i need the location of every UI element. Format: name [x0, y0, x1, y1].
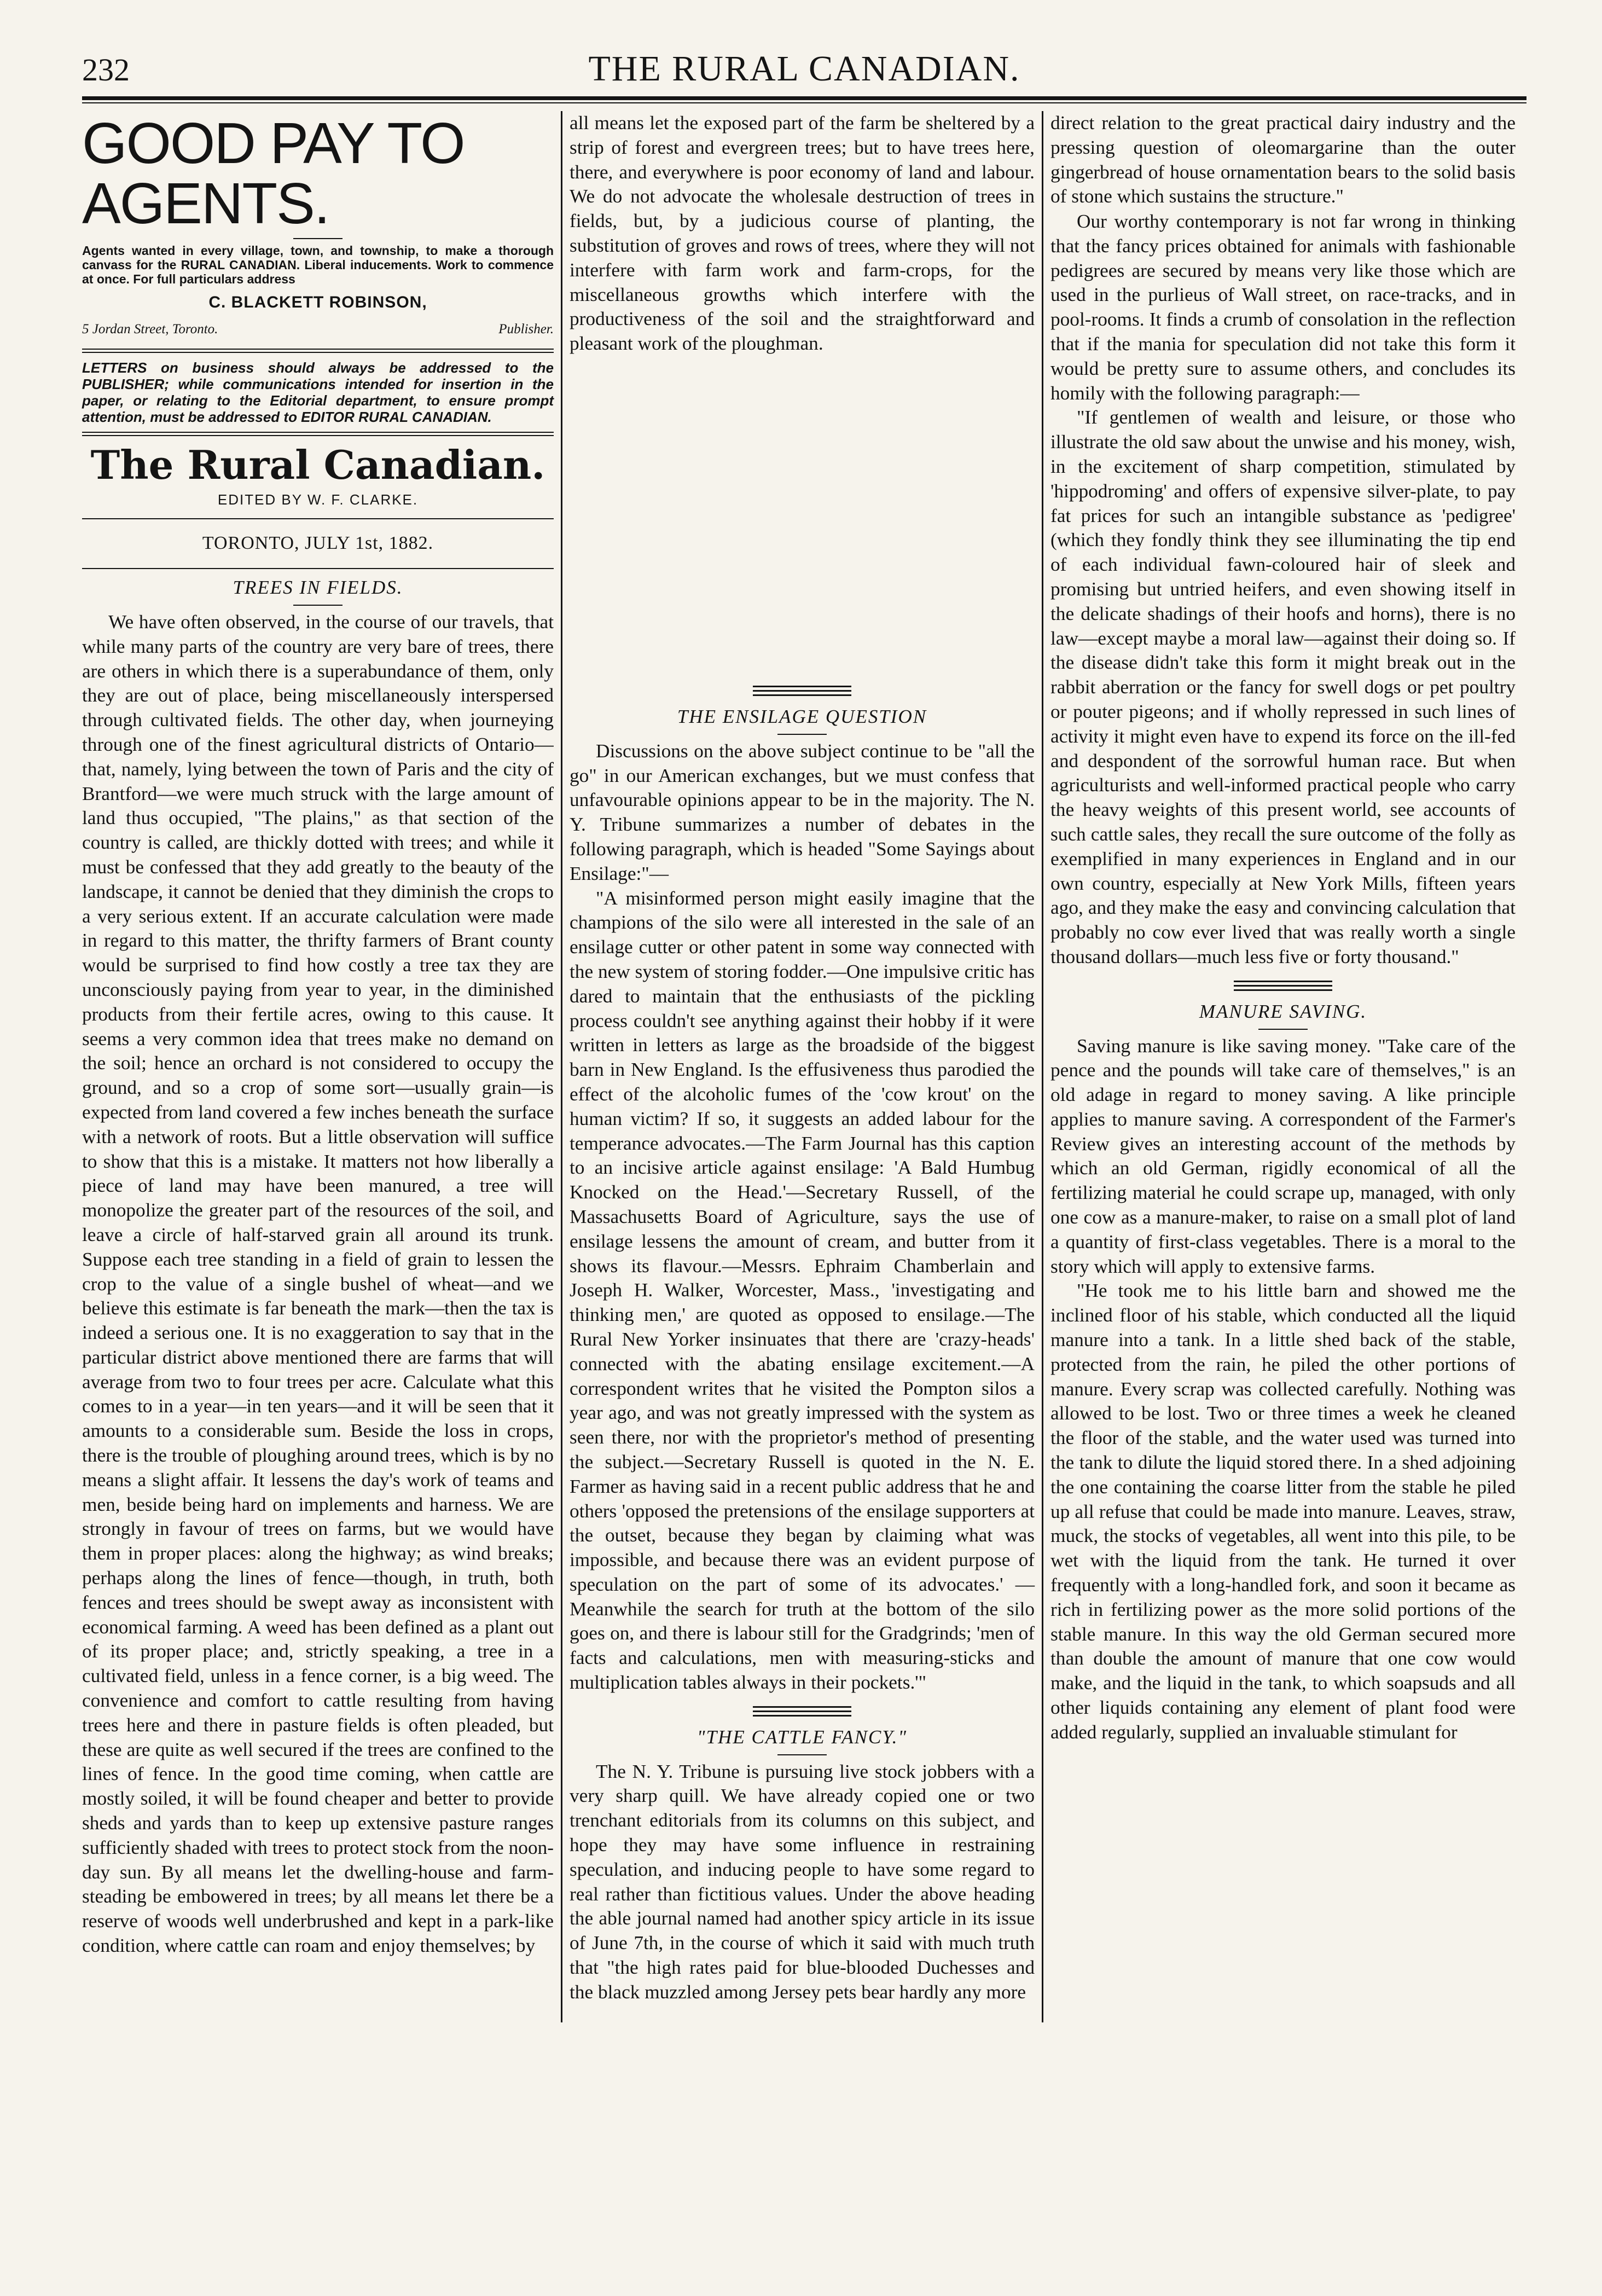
- cattle-paragraph-continued: direct relation to the great practical dairy industry and the pressing question of oleomargarine than the outer gingerbread of house ornamentation bears to the solid basis of stone which sustains the structure.": [1050, 112, 1516, 207]
- ensilage-paragraph-2: "A misinformed person might easily imagine that the champions of the silo were all interested in the sale of an ensilage cutter or other patent in some way connected with the new system of storing fodder.—One impulsive critic has dared to maintain that the enthusiasts of the pickling process couldn't see anything against their hobby if it were written in letters as large as the broadside of the biggest barn in New England. Is the effusiveness thus parodied the effect of the alcoholic fumes of the 'cow krout' on the human victim? If so, it suggests an added labour for the temperance advocates.—The Farm Journal has this caption to an incisive article against ensilage: 'A Bald Humbug Knocked on the Head.'—Secretary Russell, of the Massachusetts Board of Agriculture, says the use of ensilage lessens the amount of cream, and butter from it shows its flavour.—Messrs. Ephraim Chamberlain and Joseph H. Walker, Worcester, Mass., 'investigating and thinking men,' are quoted as opposed to ensilage.—The Rural New Yorker insinuates that there are 'crazy-heads' connected with the abating ensilage excitement.—A correspondent writes that he visited the Pompton silos a year ago, and was not greatly impressed with the system as seen there, nor with the proprietor's method of presenting the subject.—Secretary Russell is quoted in the N. E. Farmer as having said in a recent public address that he and others 'opposed the pretensions of the ensilage supporters at the outset, because they began by claiming what was impossible, and because there was an evident purpose of speculation on the part of some of its advocates.' —Meanwhile the search for truth at the bottom of the silo goes on, and there is labour still for the Gradgrinds; 'men of facts and calculations, men with measuring-sticks and multiplication tables always in their pockets.'": [570, 887, 1035, 1694]
- manure-paragraph-2: "He took me to his little barn and showed me the inclined floor of his stable, which conducted all the liquid manure into a tank. In a little shed back of the stable, protected from the rain, he piled the other portions of manure. Every scrap was collected carefully. Nothing was allowed to be lost. Two or three times a week he cleaned the floor of the stable, and the water used was turned into the tank to dilute the liquid stored there. In a shed adjoining the one containing the coarse litter from the stable he piled up all refuse that could be made into manure. Leaves, straw, muck, the stocks of vegetables, all went into this pile, to be wet with the liquid from the tank. He turned it over frequently with a long-handled fork, and soon it became as rich in fertilizing power as the more solid portions of the stable manure. In this way the old German secured more than double the amount of manure that one cow would make, and the liquid in the tank, to which soapsuds and all other liquids containing any element of plant food were added regularly, supplied an invaluable stimulant for: [1050, 1280, 1516, 1743]
- dateline: TORONTO, JULY 1st, 1882.: [202, 533, 434, 554]
- masthead-rule: [82, 518, 554, 519]
- newspaper-page: [82, 44, 1526, 2265]
- article-title-manure: MANURE SAVING.: [1199, 1000, 1367, 1022]
- column-1: [82, 111, 560, 2022]
- ensilage-title-rule: [777, 734, 827, 735]
- ensilage-paragraph-1: Discussions on the above subject continue to be "all the go" in our American exchanges, but we must confess that unfavourable opinions appear to be in the majority. The N. Y. Tribune summarizes a number of debates in the following paragraph, which is headed "Some Sayings about Ensilage:"—: [570, 740, 1035, 884]
- section-separator: [753, 686, 851, 696]
- header-rule: [82, 96, 1526, 103]
- ad-publisher-label: Publisher.: [498, 321, 554, 337]
- article-title-trees: TREES IN FIELDS.: [233, 577, 403, 599]
- trees-paragraph-continued: all means let the exposed part of the farm be sheltered by a strip of forest and evergreen trees; but to have trees here, there, and everywhere is poor economy of land and labour. We do not advocate the wholesale destruction of trees in fields, but, by a judicious course of planting, the substitution of groves and rows of trees, where they will not interfere with farm work and farm-crops, for the miscellaneous growths which interfere with the productiveness of the soil and the straightforward and pleasant work of the ploughman.: [570, 112, 1035, 355]
- page-number: 232: [82, 52, 130, 88]
- column-2: [563, 111, 1041, 2022]
- column-divider-1: [561, 111, 562, 2022]
- dateline-rule: [82, 568, 554, 569]
- article-title-ensilage: THE ENSILAGE QUESTION: [677, 706, 927, 727]
- manure-paragraph-1: Saving manure is like saving money. "Take care of the pence and the pounds will take care of themselves," is an old adage in regard to money saving. A like principle applies to manure saving. A correspondent of the Farmer's Review gives an interesting account of the methods by which an old German, rigidly economical of all the fertilizing material he could scrape up, managed, with only one cow as a manure-maker, to raise on a small plot of land a quantity of first-class vegetables. There is a moral to the story which will apply to extensive farms.: [1050, 1035, 1516, 1277]
- ad-title: GOOD PAY TO AGENTS.: [82, 111, 465, 236]
- trees-paragraph-1: We have often observed, in the course of our travels, that while many parts of the country are very bare of trees, there are others in which there is a superabundance of them, only they are out of place, being miscellaneously interspersed through cultivated fields. The other day, when journeying through one of the finest agricultural districts of Ontario—that, namely, lying between the town of Paris and the city of Brantford—we were much struck with the large amount of land thus occupied, "The plains," as that section of the country is called, are thickly dotted with trees; and while it must be confessed that they add greatly to the beauty of the landscape, it cannot be denied that they diminish the crops to a very serious extent. If an accurate calculation were made in regard to this matter, the thrifty farmers of Brant county would be surprised to find how costly a tree tax they are unconsciously paying from year to year, in the diminished products from their fertile acres, owing to this cause. It seems a very common idea that trees make no demand on the soil; hence an orchard is not considered to occupy the ground, and so a crop of some sort—usually grain—is expected from land covered a few inches beneath the surface with a network of roots. But a little observation will suffice to show that this is a mistake. It matters not how liberally a piece of land may have been manured, a tree will monopolize the greater part of the resources of the soil, and leave a circle of half-starved grain all around its trunk. Suppose each tree standing in a field of grain to lessen the crop to the value of a single bushel of wheat—and we believe this estimate is far beneath the mark—then the tax is indeed a serious one. It is no exaggeration to say that in the particular district above mentioned there are farms that will average from two to four trees per acre. Calculate what this comes to in a year—in ten years—and it will be seen that it amounts to a considerable sum. Beside the loss in crops, there is the trouble of ploughing around trees, which is by no means a slight affair. It lessens the day's work of teams and men, beside being hard on implements and harness. We are strongly in favour of trees on farms, but we would have them in proper places: along the highway; as wind breaks; perhaps along the lines of fence—though, in truth, both fences and trees should be swept away as inconsistent with economical farming. A weed has been defined as a plant out of its proper place; and, strictly speaking, a tree in a cultivated field, unless in a fence corner, is a big weed. The convenience and comfort to cattle resulting from having trees here and there in pasture fields is often pleaded, but these are quite as well secured if the trees are confined to the lines of fence. In the good time coming, when cattle are mostly soiled, it will be found cheaper and better to provide sheds and yards than to keep up extensive pasture ranges sufficiently shaded with trees to protect stock from the noon-day sun. By all means let the dwelling-house and farm-steading be embowered in trees; by all means let there be a reserve of woods well underbrushed and kept in a park-like condition, where cattle can roam and enjoy themselves; by: [82, 611, 554, 1957]
- newspaper-title: THE RURAL CANADIAN.: [588, 49, 1020, 89]
- section-separator: [753, 1706, 851, 1717]
- page-header: [82, 44, 1526, 96]
- cattle-title-rule: [777, 1754, 827, 1755]
- columns: [82, 111, 1526, 2022]
- ad-address: 5 Jordan Street, Toronto.: [82, 321, 218, 337]
- article-title-cattle: "THE CATTLE FANCY.": [696, 1726, 908, 1748]
- ad-divider: [82, 349, 554, 353]
- masthead: The Rural Canadian.: [90, 441, 545, 488]
- column-divider-2: [1042, 111, 1043, 2022]
- section-separator: [1234, 981, 1332, 991]
- cattle-paragraph-3: "If gentlemen of wealth and leisure, or those who illustrate the old saw about the unwise and his money, wish, in the excitement of sharp competition, stimulated by 'hippodroming' and offers of expensive silver-plate, to pay fat prices for such an intangible substance as 'pedigree' (which they fondly think they see illuminating the tip end of each individual fawn-coloured hair of sleek and promising but untried heifers, and even showing itself in the delicate shadings of their hoofs and horns), there is no law—except maybe a moral law—against their doing so. If the disease didn't take this form it might break out in the rabbit aberration or the fancy for swell dogs or pet poultry or pouter pigeons; and if wholly repressed in such lines of activity it might even have to expend its force on the ill-fed and despondent of the sorrowful human race. But when agriculturists and well-informed practical people who carry the heavy weights of this present world, see accounts of such cattle sales, they recall the sure outcome of the folly as exemplified in many experiences in England and in our own country, especially at New York Mills, fifteen years ago, and they make the easy and convincing calculation that probably no cow ever lived that was really worth a single thousand dollars—much less five or forty thousand.": [1050, 407, 1516, 967]
- column-3: [1044, 111, 1522, 2022]
- letters-notice: LETTERS on business should always be addressed to the PUBLISHER; while communications intended for insertion in the paper, or relating to the Editorial department, to ensure prompt attention, must be addressed to EDITOR RURAL CANADIAN.: [82, 359, 554, 425]
- ad-address-line: [82, 317, 554, 342]
- ad-rule: [293, 238, 343, 239]
- ad-body: Agents wanted in every village, town, and township, to make a thorough canvass for the RURAL CANADIAN. Liberal inducements. Work to commence at once. For full particulars address: [82, 243, 554, 286]
- cattle-paragraph-1: The N. Y. Tribune is pursuing live stock jobbers with a very sharp quill. We have already copied one or two trenchant editorials from its columns on this subject, and hope they may have some influence in restraining speculation, and inducing people to have some regard to real rather than fictitious values. Under the above heading the able journal named had another spicy article in its issue of June 7th, in the course of which it said with much truth that "the high rates paid for blue-blooded Duchesses and the black muzzled among Jersey pets bear hardly any more: [570, 1760, 1035, 2003]
- cattle-paragraph-2: Our worthy contemporary is not far wrong in thinking that the fancy prices obtained for animals with fashionable pedigrees are secured by means very like those which are used in the purlieus of Wall street, on race-tracks, and in pool-rooms. It finds a crumb of consolation in the reflection that if the mania for speculation did not take this form it would be pretty sure to assume others, and concludes its homily with the following paragraph:—: [1050, 211, 1516, 404]
- ad-publisher-name: C. BLACKETT ROBINSON,: [208, 293, 427, 311]
- notice-divider: [82, 432, 554, 436]
- manure-title-rule: [1258, 1029, 1308, 1030]
- editor-line: EDITED BY W. F. CLARKE.: [217, 491, 419, 508]
- trees-title-rule: [293, 605, 343, 606]
